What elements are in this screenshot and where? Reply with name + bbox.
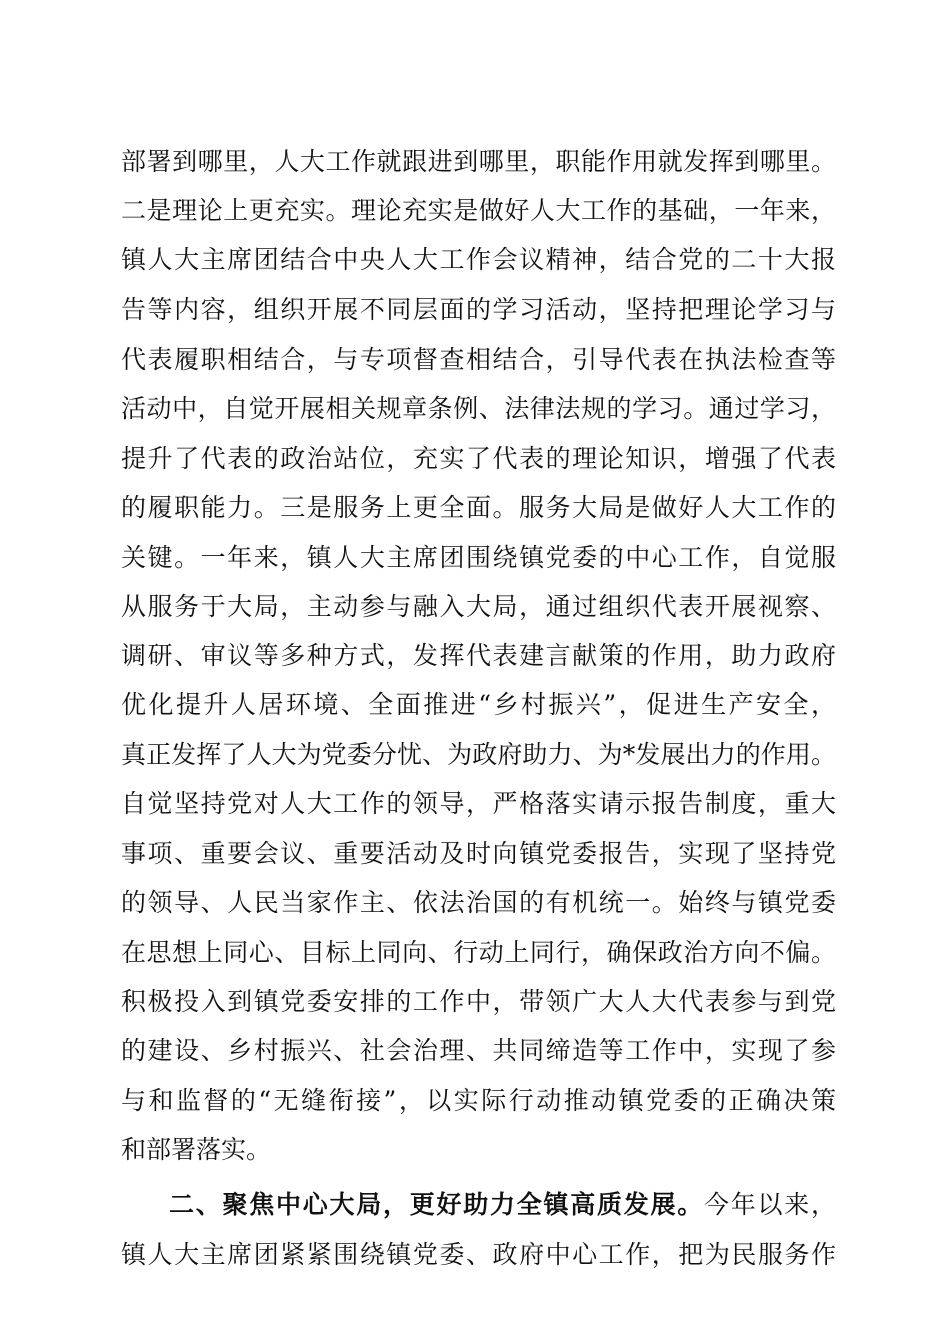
section-heading: 二、聚焦中心大局，更好助力全镇高质发展。 [169,1190,704,1219]
paragraph-line: 代表履职相结合，与专项督查相结合，引导代表在执法检查等 [121,345,836,374]
paragraph-line: 积极投入到镇党委安排的工作中，带领广大人大代表参与到党 [121,987,836,1016]
paragraph-line: 和部署落实。 [121,1135,272,1164]
paragraph-line: 优化提升人居环境、全面推进“乡村振兴”，促进生产安全， [121,690,836,719]
paragraph-line: 关键。一年来，镇人大主席团围绕镇党委的中心工作，自觉服 [121,543,836,572]
paragraph-line: 提升了代表的政治站位，充实了代表的理论知识，增强了代表 [121,444,836,473]
paragraph-line: 与和监督的“无缝衔接”，以实际行动推动镇党委的正确决策 [121,1086,836,1115]
paragraph-line: 活动中，自觉开展相关规章条例、法律法规的学习。通过学习， [121,394,836,423]
paragraph-line: 镇人大主席团紧紧围绕镇党委、政府中心工作，把为民服务作 [121,1240,836,1269]
paragraph-line: 在思想上同心、目标上同向、行动上同行，确保政治方向不偏。 [121,938,836,967]
paragraph-line: 的建设、乡村振兴、社会治理、共同缔造等工作中，实现了参 [121,1036,836,1065]
section-heading-line [169,1185,836,1225]
paragraph-line: 从服务于大局，主动参与融入大局，通过组织代表开展视察、 [121,592,836,621]
paragraph-line: 部署到哪里，人大工作就跟进到哪里，职能作用就发挥到哪里。 [121,147,836,176]
paragraph-line: 镇人大主席团结合中央人大工作会议精神，结合党的二十大报 [121,245,836,274]
paragraph-line: 真正发挥了人大为党委分忧、为政府助力、为*发展出力的作用。 [121,740,836,769]
paragraph-line: 告等内容，组织开展不同层面的学习活动，坚持把理论学习与 [121,295,836,324]
paragraph-line: 自觉坚持党对人大工作的领导，严格落实请示报告制度，重大 [121,789,836,818]
paragraph-line: 调研、审议等多种方式，发挥代表建言献策的作用，助力政府 [121,641,836,670]
section-lead-text: 今年以来， [703,1190,836,1219]
paragraph-line: 二是理论上更充实。理论充实是做好人大工作的基础，一年来， [121,196,836,225]
paragraph-line: 事项、重要会议、重要活动及时向镇党委报告，实现了坚持党 [121,839,836,868]
paragraph-line: 的履职能力。三是服务上更全面。服务大局是做好人大工作的 [121,493,836,522]
paragraph-line: 的领导、人民当家作主、依法治国的有机统一。始终与镇党委 [121,888,836,917]
